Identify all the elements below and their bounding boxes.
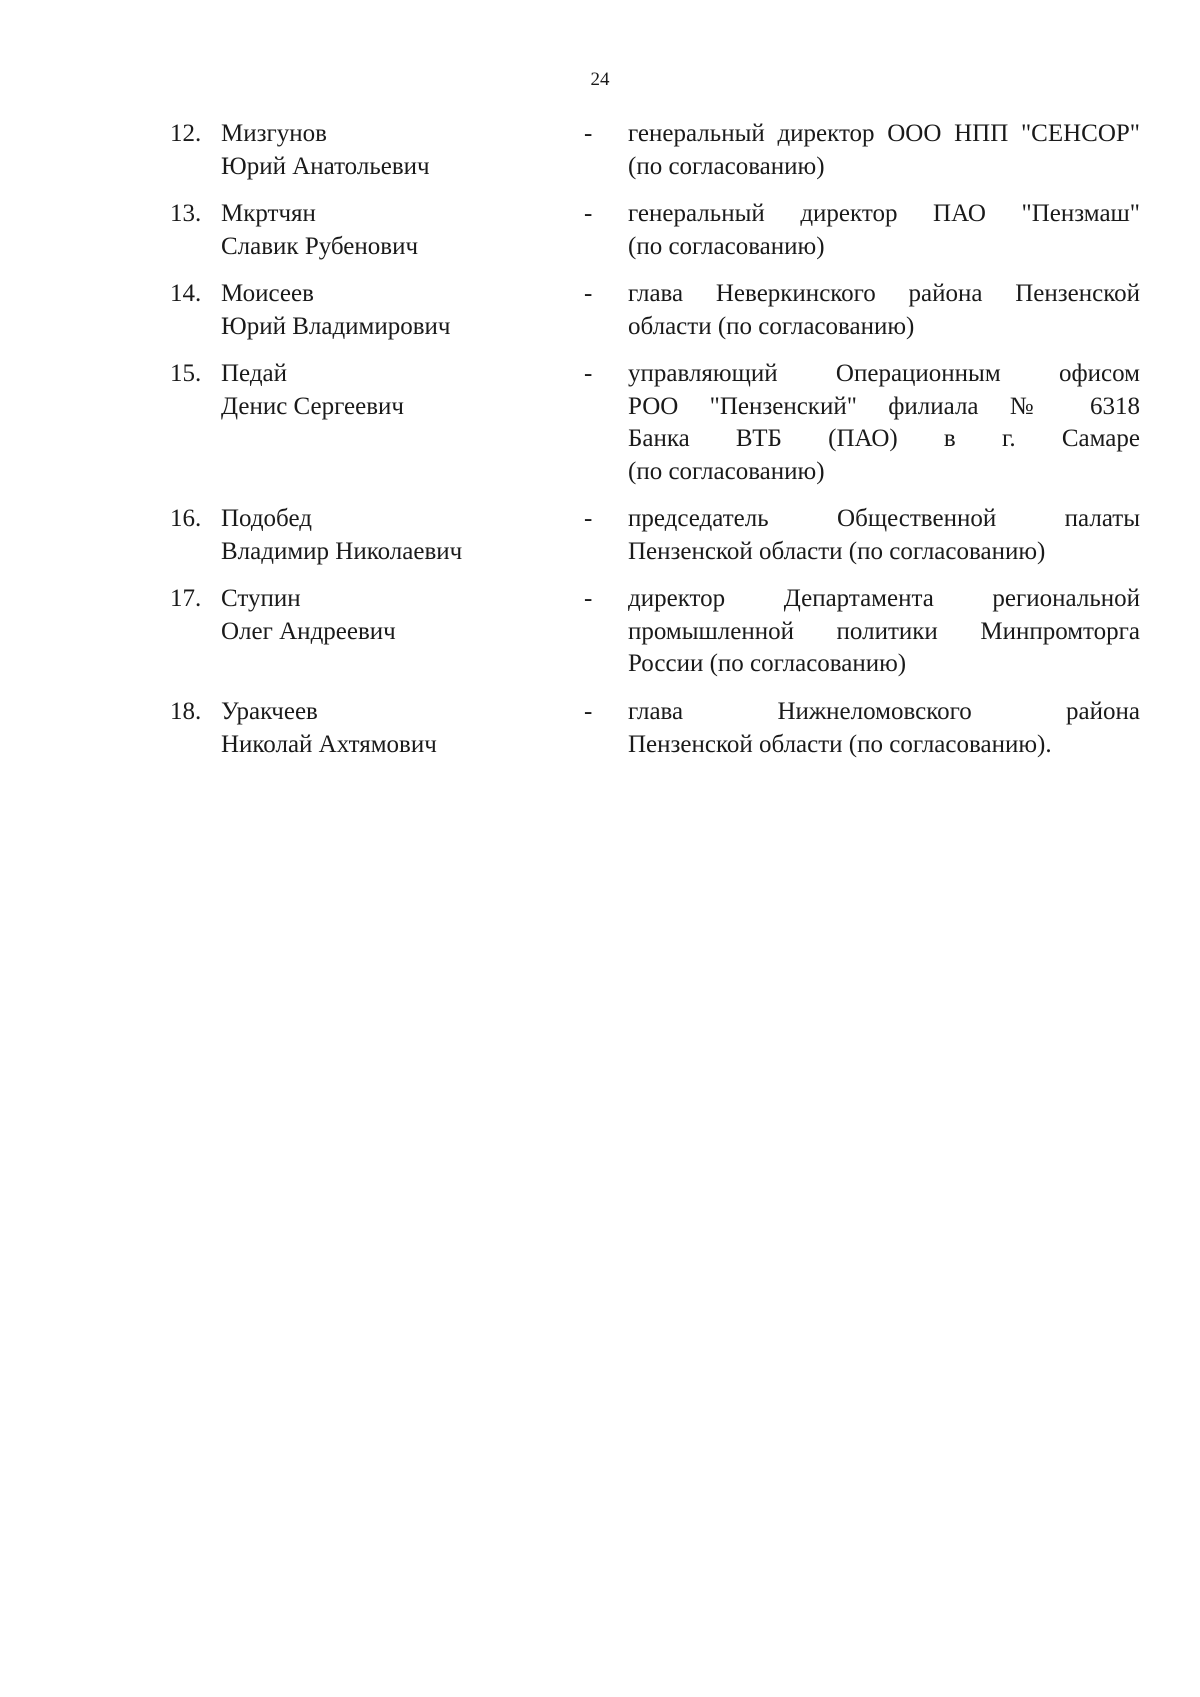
description-line: Банка ВТБ (ПАО) в г. Самаре [628, 425, 1140, 452]
list-item [0, 278, 1200, 358]
person-name [221, 278, 561, 343]
dash-separator: - [584, 120, 593, 147]
dash-separator: - [584, 280, 593, 307]
dash-separator: - [584, 505, 593, 532]
person-surname: Уракчеев [221, 698, 318, 725]
description-line: генеральный директор ООО НПП "СЕНСОР" [628, 120, 1140, 147]
dash-separator: - [584, 200, 593, 227]
person-surname: Педай [221, 360, 288, 387]
position-description [628, 278, 1140, 343]
person-given-name: Денис Сергеевич [221, 392, 405, 420]
person-name [221, 118, 561, 183]
position-description [628, 358, 1140, 488]
entry-number: 16. [170, 505, 202, 532]
position-description [628, 583, 1140, 681]
description-line: России (по согласованию) [628, 650, 907, 677]
description-line: Пензенской области (по согласованию) [628, 537, 1046, 565]
person-given-name: Юрий Владимирович [221, 312, 451, 340]
person-name [221, 198, 561, 263]
entry-number: 15. [170, 360, 202, 387]
position-description [628, 118, 1140, 183]
member-list [0, 118, 1200, 776]
dash-separator: - [584, 698, 593, 725]
description-line: председатель Общественной палаты [628, 505, 1140, 532]
description-line: глава Нижнеломовского района [628, 698, 1140, 725]
person-given-name: Владимир Николаевич [221, 537, 463, 565]
description-line: глава Неверкинского района Пензенской [628, 280, 1140, 307]
page-number: 24 [590, 69, 610, 90]
person-surname: Мизгунов [221, 120, 327, 147]
person-name [221, 358, 561, 423]
description-line: РОО "Пензенский" филиала № 6318 [628, 392, 1140, 420]
position-description [628, 696, 1140, 761]
description-line: генеральный директор ПАО "Пензмаш" [628, 200, 1140, 227]
person-surname: Моисеев [221, 280, 314, 307]
person-given-name: Славик Рубенович [221, 232, 419, 260]
list-item [0, 358, 1200, 503]
description-line: управляющий Операционным офисом [628, 360, 1140, 387]
person-surname: Мкртчян [221, 200, 316, 227]
person-name [221, 503, 561, 568]
person-given-name: Юрий Анатольевич [221, 152, 430, 180]
description-line: директор Департамента региональной [628, 585, 1140, 612]
entry-number: 13. [170, 200, 202, 227]
entry-number: 14. [170, 280, 202, 307]
entry-number: 17. [170, 585, 202, 612]
person-surname: Подобед [221, 505, 312, 532]
dash-separator: - [584, 360, 593, 387]
dash-separator: - [584, 585, 593, 612]
description-line: области (по согласованию) [628, 312, 915, 340]
entry-number: 18. [170, 698, 202, 725]
person-given-name: Олег Андреевич [221, 617, 396, 645]
list-item [0, 583, 1200, 696]
description-line: (по согласованию) [628, 232, 825, 260]
description-line: (по согласованию) [628, 457, 825, 485]
person-given-name: Николай Ахтямович [221, 730, 437, 758]
person-surname: Ступин [221, 585, 301, 612]
list-item [0, 198, 1200, 278]
person-name [221, 583, 561, 648]
description-line: (по согласованию) [628, 152, 825, 180]
description-line: промышленной политики Минпромторга [628, 617, 1140, 645]
entry-number: 12. [170, 120, 202, 147]
description-line: Пензенской области (по согласованию). [628, 730, 1052, 758]
person-name [221, 696, 561, 761]
list-item [0, 696, 1200, 776]
position-description [628, 198, 1140, 263]
list-item [0, 118, 1200, 198]
position-description [628, 503, 1140, 568]
list-item [0, 503, 1200, 583]
